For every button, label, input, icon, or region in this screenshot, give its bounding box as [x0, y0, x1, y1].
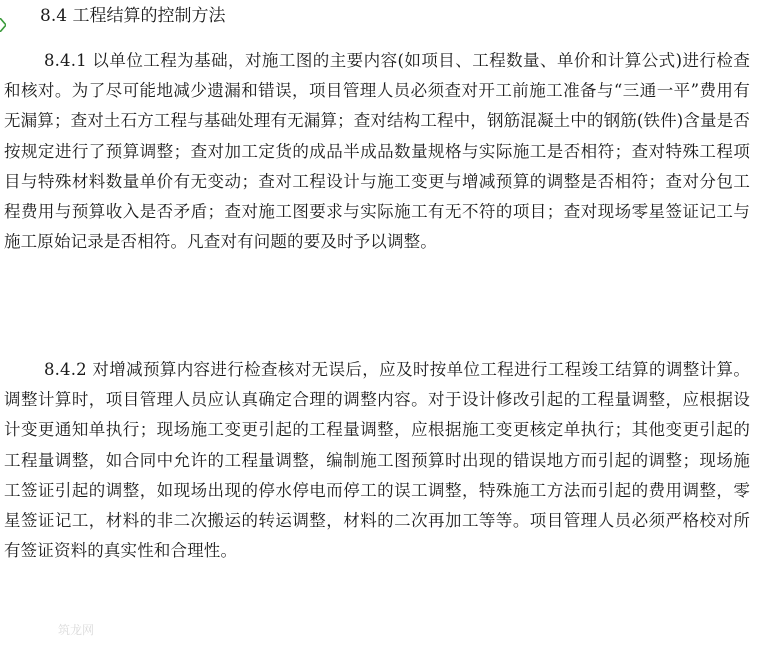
- paragraph-8-4-1: 8.4.1 以单位工程为基础，对施工图的主要内容(如项目、工程数量、单价和计算公式)进行检查和核对。为了尽可能地减少遗漏和错误，项目管理人员必须查对开工前施工准备与“三通一平”费用有无漏算；查对土石方工程与基础处理有无漏算；查对结构工程中，钢筋混凝土中的钢筋(铁件)含量是否按规定进行了预算调整；查对加工定货的成品半成品数量规格与实际施工是否相符；查对特殊工程项目与特殊材料数量单价有无变动；查对工程设计与施工变更与增减预算的调整是否相符；查对分包工程费用与预算收入是否矛盾；查对施工图要求与实际施工有无不符的项目；查对现场零星签证记工与施工原始记录是否相符。凡查对有问题的要及时予以调整。: [4, 51, 750, 252]
- margin-mark-icon: [0, 18, 6, 32]
- section-heading: 8.4 工程结算的控制方法: [40, 6, 226, 26]
- watermark: 筑龙网: [58, 623, 95, 637]
- paragraph-8-4-2: 8.4.2 对增减预算内容进行检查核对无误后，应及时按单位工程进行工程竣工结算的调整计算。调整计算时，项目管理人员应认真确定合理的调整内容。对于设计修改引起的工程量调整，应根据设计变更通知单执行；现场施工变更引起的工程量调整，应根据施工变更核定单执行；其他变更引起的工程量调整，如合同中允许的工程量调整，编制施工图预算时出现的错误地方而引起的调整；现场施工签证引起的调整，如现场出现的停水停电而停工的误工调整，特殊施工方法而引起的费用调整，零星签证记工，材料的非二次搬运的转运调整，材料的二次再加工等等。项目管理人员必须严格校对所有签证资料的真实性和合理性。: [4, 360, 750, 561]
